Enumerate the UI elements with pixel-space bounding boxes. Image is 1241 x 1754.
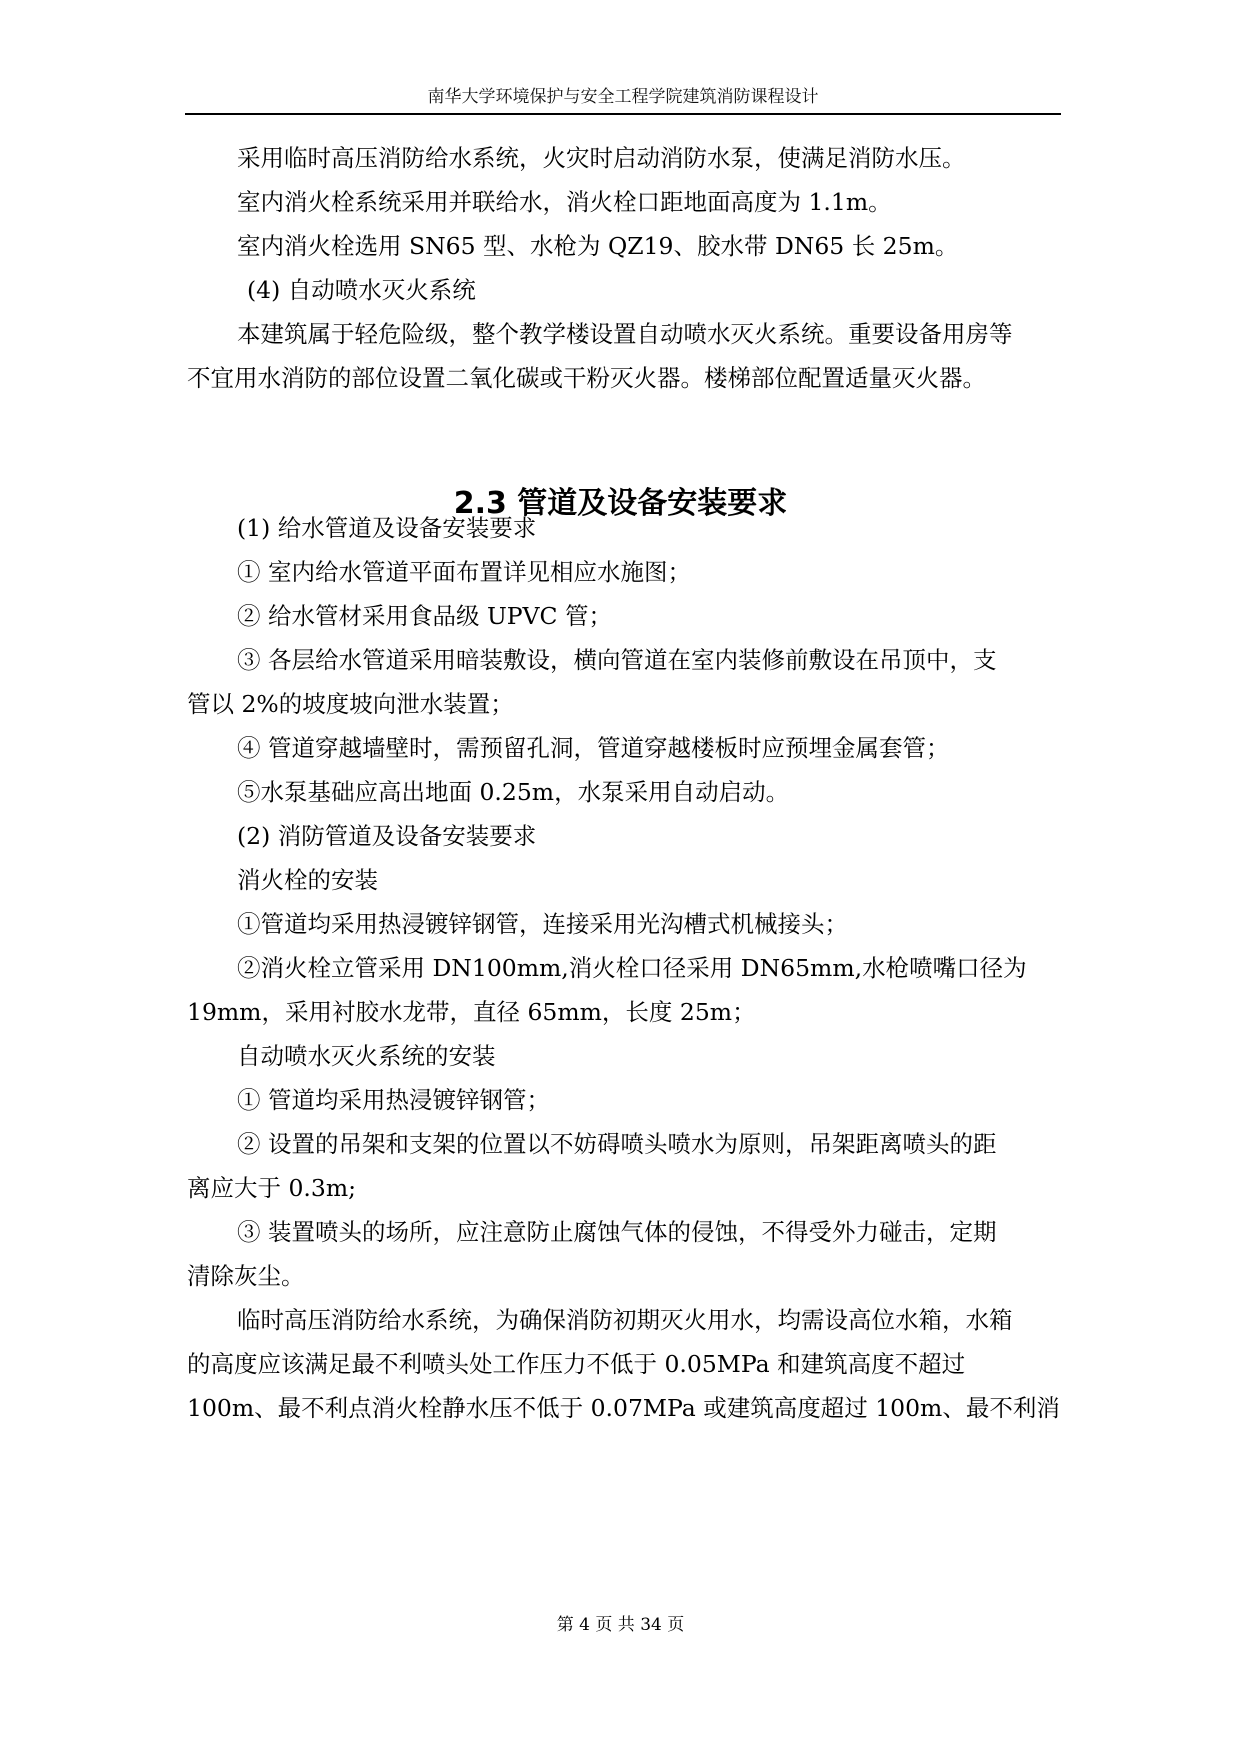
text-line: 不宜用水消防的部位设置二氧化碳或干粉灭火器。楼梯部位配置适量灭火器。 [187,364,986,392]
text-line: 100m、最不利点消火栓静水压不低于 0.07MPa 或建筑高度超过 100m、最不利消 [187,1394,1060,1422]
sub-heading: 自动喷水灭火系统的安装 [237,1042,496,1070]
header-divider [185,113,1061,115]
page-number-footer: 第 4 页 共 34 页 [556,1615,685,1635]
list-item: ①管道均采用热浸镀锌钢管，连接采用光沟槽式机械接头； [237,910,848,938]
subsection-heading: (4) 自动喷水灭火系统 [247,276,476,304]
list-item: ② 给水管材采用食品级 UPVC 管； [237,602,612,630]
list-item-continuation: 管以 2%的坡度坡向泄水装置； [187,690,514,718]
text-line: 室内消火栓系统采用并联给水，消火栓口距地面高度为 1.1m。 [237,188,892,216]
text-line: 本建筑属于轻危险级，整个教学楼设置自动喷水灭火系统。重要设备用房等 [237,320,1013,348]
list-item: ③ 装置喷头的场所，应注意防止腐蚀气体的侵蚀，不得受外力碰击，定期 [237,1218,997,1246]
list-item: ②消火栓立管采用 DN100mm,消火栓口径采用 DN65mm,水枪喷嘴口径为 [237,954,1027,982]
section-heading: 2.3 管道及设备安装要求 [453,486,788,521]
list-item-continuation: 离应大于 0.3m; [187,1174,357,1202]
sub-heading: 消火栓的安装 [237,866,378,894]
list-item: ⑤水泵基础应高出地面 0.25m，水泵采用自动启动。 [237,778,790,806]
list-item: ① 管道均采用热浸镀锌钢管； [237,1086,550,1114]
list-item: ③ 各层给水管道采用暗装敷设，横向管道在室内装修前敷设在吊顶中，支 [237,646,997,674]
page-header-title: 南华大学环境保护与安全工程学院建筑消防课程设计 [427,87,819,107]
subsection-heading: (1) 给水管道及设备安装要求 [237,514,537,542]
text-line: 临时高压消防给水系统，为确保消防初期灭火用水，均需设高位水箱，水箱 [237,1306,1013,1334]
list-item-continuation: 清除灰尘。 [187,1262,305,1290]
subsection-heading: (2) 消防管道及设备安装要求 [237,822,537,850]
text-line: 室内消火栓选用 SN65 型、水枪为 QZ19、胶水带 DN65 长 25m。 [237,232,959,260]
list-item: ② 设置的吊架和支架的位置以不妨碍喷头喷水为原则，吊架距离喷头的距 [237,1130,997,1158]
text-line: 采用临时高压消防给水系统，火灾时启动消防水泵，使满足消防水压。 [237,144,966,172]
list-item: ④ 管道穿越墙壁时，需预留孔洞，管道穿越楼板时应预埋金属套管； [237,734,950,762]
text-line: 的高度应该满足最不利喷头处工作压力不低于 0.05MPa 和建筑高度不超过 [187,1350,966,1378]
list-item: ① 室内给水管道平面布置详见相应水施图； [237,558,691,586]
list-item-continuation: 19mm，采用衬胶水龙带，直径 65mm，长度 25m； [187,998,756,1026]
